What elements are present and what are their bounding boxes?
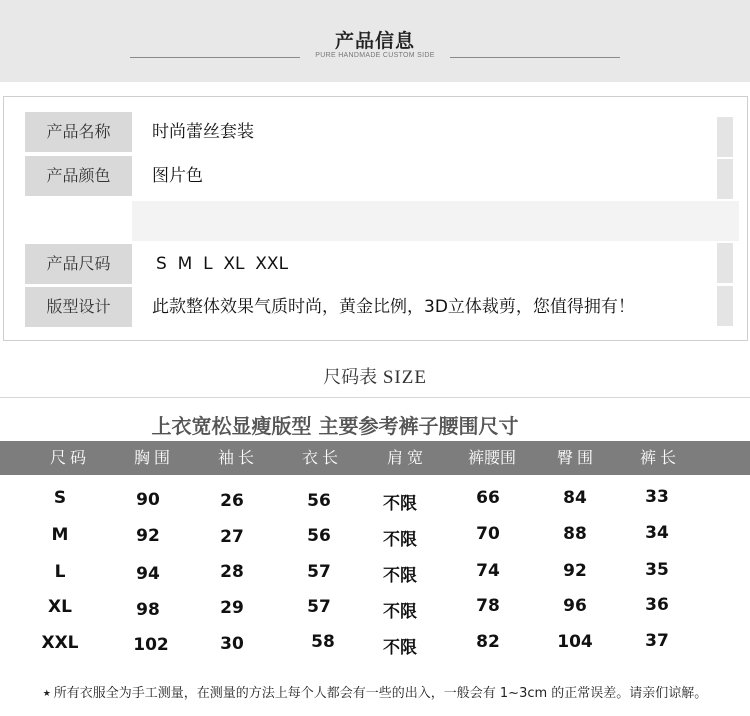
table-cell: 不限	[383, 530, 417, 550]
table-cell: 不限	[383, 494, 417, 514]
table-cell: 102	[133, 635, 169, 655]
size-chart-title-en: SIZE	[382, 367, 427, 388]
measurement-note-text: 所有衣服全为手工测量，在测量的方法上每个人都会有一些的出入，一般会有 1~3cm 的正常误差。请亲们谅解。	[53, 686, 708, 701]
table-cell: 56	[307, 526, 331, 546]
table-cell: 58	[311, 632, 335, 652]
size-chart-title-cn: 尺码表	[323, 367, 383, 388]
size-chart-subtitle: 上衣宽松显瘦版型 主要参考裤子腰围尺寸	[151, 414, 519, 438]
table-cell: L	[54, 562, 66, 582]
column-header: 袖长	[217, 448, 258, 467]
size-chart-title	[0, 363, 750, 389]
info-empty-row	[132, 201, 739, 241]
info-gray-strip	[717, 243, 733, 283]
info-gray-strip	[717, 159, 733, 199]
table-cell: 35	[645, 560, 669, 580]
info-gray-strip	[717, 286, 733, 326]
table-cell: 66	[476, 488, 500, 508]
table-cell: 不限	[383, 602, 417, 622]
table-cell: 不限	[383, 638, 417, 658]
table-cell: 98	[136, 600, 160, 620]
table-cell: 94	[136, 564, 160, 584]
star-icon: ★	[42, 688, 51, 699]
column-header: 衣长	[301, 448, 342, 467]
table-cell: 30	[220, 634, 244, 654]
info-value: 图片色	[132, 156, 717, 196]
table-cell: 92	[563, 561, 587, 581]
info-value: 时尚蕾丝套装	[132, 112, 717, 152]
table-cell: 26	[220, 491, 244, 511]
table-cell: 78	[476, 596, 500, 616]
table-cell: 88	[563, 524, 587, 544]
table-cell: 70	[476, 524, 500, 544]
header-subtitle-row	[130, 52, 620, 64]
info-label: 产品颜色	[25, 156, 132, 196]
table-cell: 74	[476, 561, 500, 581]
column-header: 胸围	[133, 448, 174, 467]
header-banner	[0, 0, 750, 82]
column-header: 臀围	[556, 448, 597, 467]
table-cell: XXL	[41, 633, 79, 653]
header-divider-right	[450, 57, 620, 58]
table-cell: 57	[307, 562, 331, 582]
table-cell: 90	[136, 490, 160, 510]
table-cell: 37	[645, 631, 669, 651]
table-cell: 92	[136, 526, 160, 546]
page-title: 产品信息	[334, 30, 415, 52]
table-cell: 28	[220, 562, 244, 582]
column-header: 裤长	[639, 448, 680, 467]
info-label: 产品尺码	[25, 244, 132, 284]
table-cell: 56	[307, 491, 331, 511]
table-cell: 29	[220, 598, 244, 618]
header-divider-left	[130, 57, 300, 58]
header-subtitle: PURE HANDMADE CUSTOM SIDE	[315, 52, 435, 59]
table-cell: 84	[563, 488, 587, 508]
section-divider	[0, 397, 750, 398]
table-cell: 33	[645, 487, 669, 507]
column-header: 肩宽	[386, 448, 427, 467]
measurement-note	[0, 682, 750, 701]
size-table-header	[0, 441, 750, 475]
table-cell: S	[53, 488, 67, 508]
table-cell: XL	[48, 597, 72, 617]
column-header: 尺码	[49, 448, 90, 467]
info-label: 版型设计	[25, 287, 132, 327]
info-value: 此款整体效果气质时尚，黄金比例，3D立体裁剪，您值得拥有！	[132, 287, 717, 327]
info-value: S M L XL XXL	[132, 244, 717, 284]
table-cell: 104	[557, 632, 593, 652]
table-cell: 27	[220, 527, 244, 547]
product-info-box	[3, 96, 748, 341]
table-cell: M	[51, 525, 69, 545]
table-cell: 96	[563, 596, 587, 616]
table-cell: 82	[476, 632, 500, 652]
table-cell: 57	[307, 597, 331, 617]
table-cell: 34	[645, 523, 669, 543]
table-cell: 不限	[383, 566, 417, 586]
table-cell: 36	[645, 595, 669, 615]
column-header: 裤腰围	[467, 448, 516, 467]
info-label: 产品名称	[25, 112, 132, 152]
info-gray-strip	[717, 117, 733, 157]
